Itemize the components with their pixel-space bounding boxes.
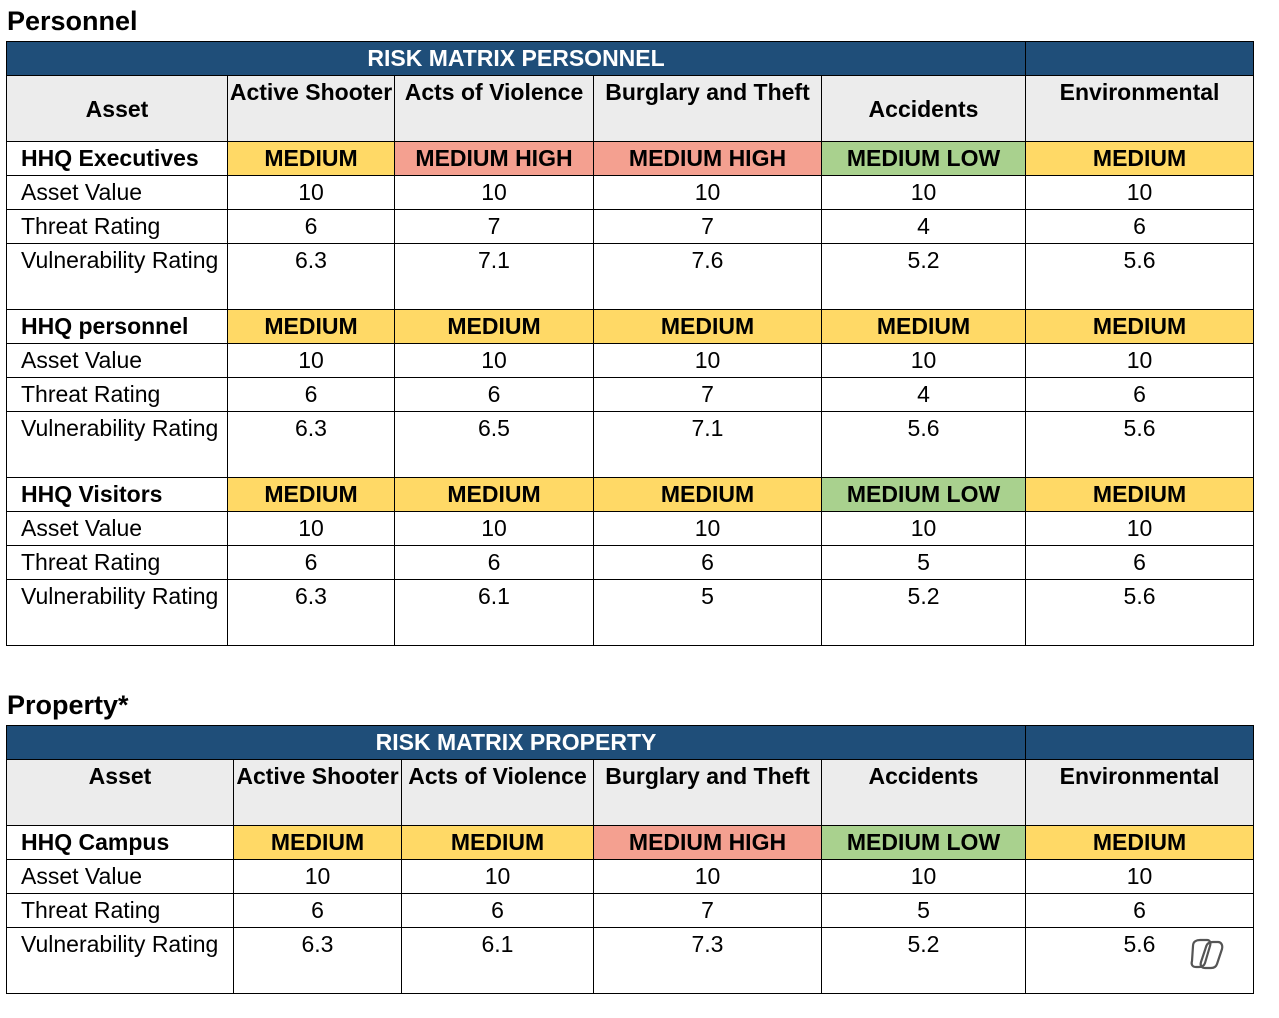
rating-cell-acts-of-violence: 6.1 <box>402 928 594 994</box>
table-row <box>7 860 1254 894</box>
rating-cell-environmental: 10 <box>1026 344 1254 378</box>
risk-level-acts-of-violence: MEDIUM HIGH <box>395 142 594 176</box>
rating-cell-active-shooter: 6.3 <box>234 928 402 994</box>
rating-cell-active-shooter: 6 <box>228 378 395 412</box>
rating-cell-accidents: 10 <box>822 860 1026 894</box>
risk-matrix-property <box>6 725 1254 994</box>
rating-cell-accidents: 10 <box>822 512 1026 546</box>
matrix-banner-blank <box>1026 726 1254 760</box>
row-label-asset-value: Asset Value <box>7 176 228 210</box>
asset-group-row <box>7 826 1254 860</box>
rating-cell-acts-of-violence: 10 <box>395 344 594 378</box>
rating-cell-burglary: 6 <box>594 546 822 580</box>
rating-cell-accidents: 5.2 <box>822 928 1026 994</box>
rating-cell-environmental: 6 <box>1026 210 1254 244</box>
matrix-banner: RISK MATRIX PERSONNEL <box>7 42 1026 76</box>
rating-cell-acts-of-violence: 10 <box>395 512 594 546</box>
row-label-vulnerability-rating: Vulnerability Rating <box>7 928 234 994</box>
row-label-vulnerability-rating: Vulnerability Rating <box>7 580 228 646</box>
copilot-icon[interactable] <box>1183 930 1233 976</box>
rating-cell-acts-of-violence: 10 <box>402 860 594 894</box>
rating-cell-accidents: 10 <box>822 176 1026 210</box>
matrix-banner-blank <box>1026 42 1254 76</box>
risk-level-acts-of-violence: MEDIUM <box>402 826 594 860</box>
rating-cell-environmental: 5.6 <box>1026 412 1254 478</box>
column-header-acts-of-violence: Acts of Violence <box>395 76 594 142</box>
rating-cell-active-shooter: 10 <box>228 176 395 210</box>
rating-cell-burglary: 5 <box>594 580 822 646</box>
column-header-environmental: Environmental <box>1026 76 1254 142</box>
table-row <box>7 546 1254 580</box>
table-row <box>7 210 1254 244</box>
risk-level-accidents: MEDIUM LOW <box>822 478 1026 512</box>
rating-cell-accidents: 5.6 <box>822 412 1026 478</box>
rating-cell-environmental: 10 <box>1026 860 1254 894</box>
rating-cell-active-shooter: 6 <box>228 210 395 244</box>
rating-cell-accidents: 5 <box>822 546 1026 580</box>
rating-cell-accidents: 5.2 <box>822 244 1026 310</box>
asset-group-name: HHQ Campus <box>7 826 234 860</box>
column-header-burglary: Burglary and Theft <box>594 76 822 142</box>
rating-cell-environmental: 5.6 <box>1026 580 1254 646</box>
risk-level-acts-of-violence: MEDIUM <box>395 478 594 512</box>
table-row <box>7 512 1254 546</box>
rating-cell-environmental: 6 <box>1026 546 1254 580</box>
row-label-threat-rating: Threat Rating <box>7 378 228 412</box>
table-row <box>7 344 1254 378</box>
table-row <box>7 176 1254 210</box>
rating-cell-active-shooter: 6 <box>228 546 395 580</box>
risk-level-accidents: MEDIUM LOW <box>822 142 1026 176</box>
asset-group-row <box>7 142 1254 176</box>
table-row <box>7 412 1254 478</box>
asset-group-name: HHQ Visitors <box>7 478 228 512</box>
column-header-burglary: Burglary and Theft <box>594 760 822 826</box>
column-header-accidents: Accidents <box>822 76 1026 142</box>
column-header-accidents: Accidents <box>822 760 1026 826</box>
column-header-active-shooter: Active Shooter <box>228 76 395 142</box>
matrix-banner: RISK MATRIX PROPERTY <box>7 726 1026 760</box>
risk-level-accidents: MEDIUM <box>822 310 1026 344</box>
rating-cell-environmental: 6 <box>1026 378 1254 412</box>
rating-cell-accidents: 5 <box>822 894 1026 928</box>
row-label-asset-value: Asset Value <box>7 344 228 378</box>
risk-level-burglary: MEDIUM HIGH <box>594 142 822 176</box>
row-label-asset-value: Asset Value <box>7 512 228 546</box>
column-header-environmental: Environmental <box>1026 760 1254 826</box>
asset-group-name: HHQ personnel <box>7 310 228 344</box>
row-label-vulnerability-rating: Vulnerability Rating <box>7 244 228 310</box>
risk-level-acts-of-violence: MEDIUM <box>395 310 594 344</box>
row-label-threat-rating: Threat Rating <box>7 894 234 928</box>
table-row <box>7 580 1254 646</box>
table-row <box>7 894 1254 928</box>
rating-cell-active-shooter: 6.3 <box>228 412 395 478</box>
table-row <box>7 378 1254 412</box>
asset-group-row <box>7 310 1254 344</box>
rating-cell-burglary: 10 <box>594 512 822 546</box>
property-section-title: Property* <box>7 690 129 720</box>
rating-cell-accidents: 4 <box>822 210 1026 244</box>
personnel-section-title: Personnel <box>7 6 138 36</box>
rating-cell-burglary: 10 <box>594 344 822 378</box>
table-row <box>7 244 1254 310</box>
column-header-asset: Asset <box>7 76 228 142</box>
rating-cell-burglary: 10 <box>594 176 822 210</box>
rating-cell-accidents: 10 <box>822 344 1026 378</box>
rating-cell-environmental: 5.6 <box>1026 244 1254 310</box>
risk-level-accidents: MEDIUM LOW <box>822 826 1026 860</box>
rating-cell-burglary: 7.3 <box>594 928 822 994</box>
risk-level-active-shooter: MEDIUM <box>228 478 395 512</box>
row-label-vulnerability-rating: Vulnerability Rating <box>7 412 228 478</box>
risk-level-environmental: MEDIUM <box>1026 310 1254 344</box>
rating-cell-active-shooter: 10 <box>234 860 402 894</box>
rating-cell-acts-of-violence: 6 <box>395 378 594 412</box>
rating-cell-acts-of-violence: 7.1 <box>395 244 594 310</box>
rating-cell-burglary: 7 <box>594 378 822 412</box>
risk-level-active-shooter: MEDIUM <box>228 310 395 344</box>
rating-cell-acts-of-violence: 6.1 <box>395 580 594 646</box>
asset-group-row <box>7 478 1254 512</box>
rating-cell-burglary: 7 <box>594 210 822 244</box>
rating-cell-accidents: 5.2 <box>822 580 1026 646</box>
risk-level-environmental: MEDIUM <box>1026 826 1254 860</box>
column-header-active-shooter: Active Shooter <box>234 760 402 826</box>
rating-cell-active-shooter: 6.3 <box>228 580 395 646</box>
risk-level-burglary: MEDIUM HIGH <box>594 826 822 860</box>
row-label-asset-value: Asset Value <box>7 860 234 894</box>
rating-cell-active-shooter: 10 <box>228 512 395 546</box>
rating-cell-environmental: 6 <box>1026 894 1254 928</box>
rating-cell-environmental: 10 <box>1026 512 1254 546</box>
risk-level-burglary: MEDIUM <box>594 310 822 344</box>
risk-level-burglary: MEDIUM <box>594 478 822 512</box>
table-row <box>7 928 1254 994</box>
risk-matrix-personnel <box>6 41 1254 646</box>
rating-cell-burglary: 10 <box>594 860 822 894</box>
rating-cell-burglary: 7 <box>594 894 822 928</box>
asset-group-name: HHQ Executives <box>7 142 228 176</box>
rating-cell-acts-of-violence: 10 <box>395 176 594 210</box>
column-header-acts-of-violence: Acts of Violence <box>402 760 594 826</box>
risk-level-environmental: MEDIUM <box>1026 142 1254 176</box>
row-label-threat-rating: Threat Rating <box>7 546 228 580</box>
rating-cell-acts-of-violence: 6 <box>395 546 594 580</box>
risk-level-active-shooter: MEDIUM <box>234 826 402 860</box>
rating-cell-acts-of-violence: 7 <box>395 210 594 244</box>
rating-cell-burglary: 7.6 <box>594 244 822 310</box>
rating-cell-burglary: 7.1 <box>594 412 822 478</box>
risk-level-active-shooter: MEDIUM <box>228 142 395 176</box>
rating-cell-environmental: 10 <box>1026 176 1254 210</box>
rating-cell-accidents: 4 <box>822 378 1026 412</box>
risk-level-environmental: MEDIUM <box>1026 478 1254 512</box>
rating-cell-active-shooter: 6 <box>234 894 402 928</box>
row-label-threat-rating: Threat Rating <box>7 210 228 244</box>
rating-cell-acts-of-violence: 6 <box>402 894 594 928</box>
rating-cell-acts-of-violence: 6.5 <box>395 412 594 478</box>
rating-cell-active-shooter: 6.3 <box>228 244 395 310</box>
rating-cell-active-shooter: 10 <box>228 344 395 378</box>
column-header-asset: Asset <box>7 760 234 826</box>
rating-cell-environmental: 5.6 <box>1026 928 1254 994</box>
